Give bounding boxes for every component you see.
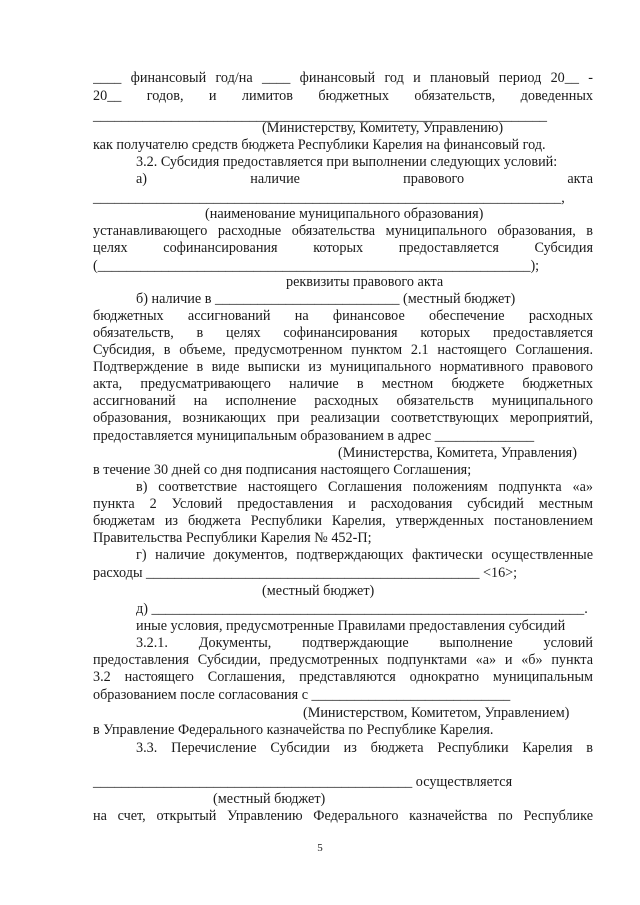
text-line: как получателю средств бюджета Республики Карелия на финансовый год. bbox=[93, 137, 546, 153]
text-line: а) наличие правового акта bbox=[136, 171, 593, 187]
text-line: пункта 2 Условий предоставления и расходования субсидий местным bbox=[93, 496, 593, 512]
text-line: бюджетных ассигнований на финансовое обеспечение расходных bbox=[93, 308, 593, 324]
text-line: образованием после согласования с ____________________________ bbox=[93, 687, 511, 703]
text-line: ________________________________________________________________ bbox=[93, 108, 547, 124]
text-line: иные условия, предусмотренные Правилами предоставления субсидий bbox=[136, 618, 566, 634]
text-line: _____________________________________________ осуществляется bbox=[93, 774, 513, 790]
text-line: целях софинансирования которых предоставляется Субсидия bbox=[93, 240, 593, 256]
text-line: (Министерства, Комитета, Управления) bbox=[338, 445, 577, 461]
text-line: 3.2. Субсидия предоставляется при выполнении следующих условий: bbox=[136, 154, 558, 170]
text-line: в течение 30 дней со дня подписания настоящего Соглашения; bbox=[93, 462, 472, 478]
text-line: г) наличие документов, подтверждающих фактически осуществленные bbox=[136, 547, 593, 563]
text-line: (местный бюджет) bbox=[213, 791, 326, 807]
text-line: в) соответствие настоящего Соглашения положениям подпункта «а» bbox=[136, 479, 593, 495]
page-number: 5 bbox=[317, 842, 323, 854]
text-line: 3.3. Перечисление Субсидии из бюджета Республики Карелия в bbox=[136, 740, 593, 756]
text-line: д) _____________________________________________________________. bbox=[136, 601, 588, 617]
text-line: образования, возникающих при реализации соответствующих мероприятий, bbox=[93, 410, 593, 426]
text-line: (_____________________________________________________________); bbox=[93, 258, 540, 274]
text-line: предоставляется муниципальным образованием в адрес ______________ bbox=[93, 428, 535, 444]
text-line: (Министерству, Комитету, Управлению) bbox=[262, 120, 504, 136]
text-line: (наименование муниципального образования) bbox=[205, 206, 484, 222]
text-line: __________________________________________________________________, bbox=[93, 190, 565, 206]
text-line: (Министерством, Комитетом, Управлением) bbox=[303, 705, 570, 721]
text-line: (местный бюджет) bbox=[262, 583, 375, 599]
text-line: бюджетам из бюджета Республики Карелия, утвержденных постановлением bbox=[93, 513, 593, 529]
text-line: 20__ годов, и лимитов бюджетных обязательств, доведенных bbox=[93, 88, 593, 104]
text-line: Субсидия, в объеме, предусмотренном пунктом 2.1 настоящего Соглашения. bbox=[93, 342, 593, 358]
text-line: ассигнований на исполнение расходных обязательств муниципального bbox=[93, 393, 593, 409]
text-line: акта, предусматривающего наличие в местном бюджете бюджетных bbox=[93, 376, 593, 392]
text-line: Подтверждение в виде выписки из муниципального нормативного правового bbox=[93, 359, 593, 375]
text-line: 3.2.1. Документы, подтверждающие выполнение условий bbox=[136, 635, 593, 651]
text-line: 3.2 настоящего Соглашения, представляются однократно муниципальным bbox=[93, 669, 593, 685]
text-line: расходы _______________________________________________ <16>; bbox=[93, 565, 518, 581]
text-line: ____ финансовый год/на ____ финансовый год и плановый период 20__ - bbox=[93, 70, 593, 86]
text-line: б) наличие в __________________________ (местный бюджет) bbox=[136, 291, 516, 307]
text-line: устанавливающего расходные обязательства муниципального образования, в bbox=[93, 223, 593, 239]
text-line: в Управление Федерального казначейства по Республике Карелия. bbox=[93, 722, 494, 738]
text-line: обязательств, в целях софинансирования которых предоставляется bbox=[93, 325, 593, 341]
text-line: реквизиты правового акта bbox=[286, 274, 444, 290]
text-line: предоставления Субсидии, предусмотренных подпунктами «а» и «б» пункта bbox=[93, 652, 593, 668]
text-line: Правительства Республики Карелия № 452-П; bbox=[93, 530, 372, 546]
text-line: на счет, открытый Управлению Федерального казначейства по Республике bbox=[93, 808, 593, 824]
